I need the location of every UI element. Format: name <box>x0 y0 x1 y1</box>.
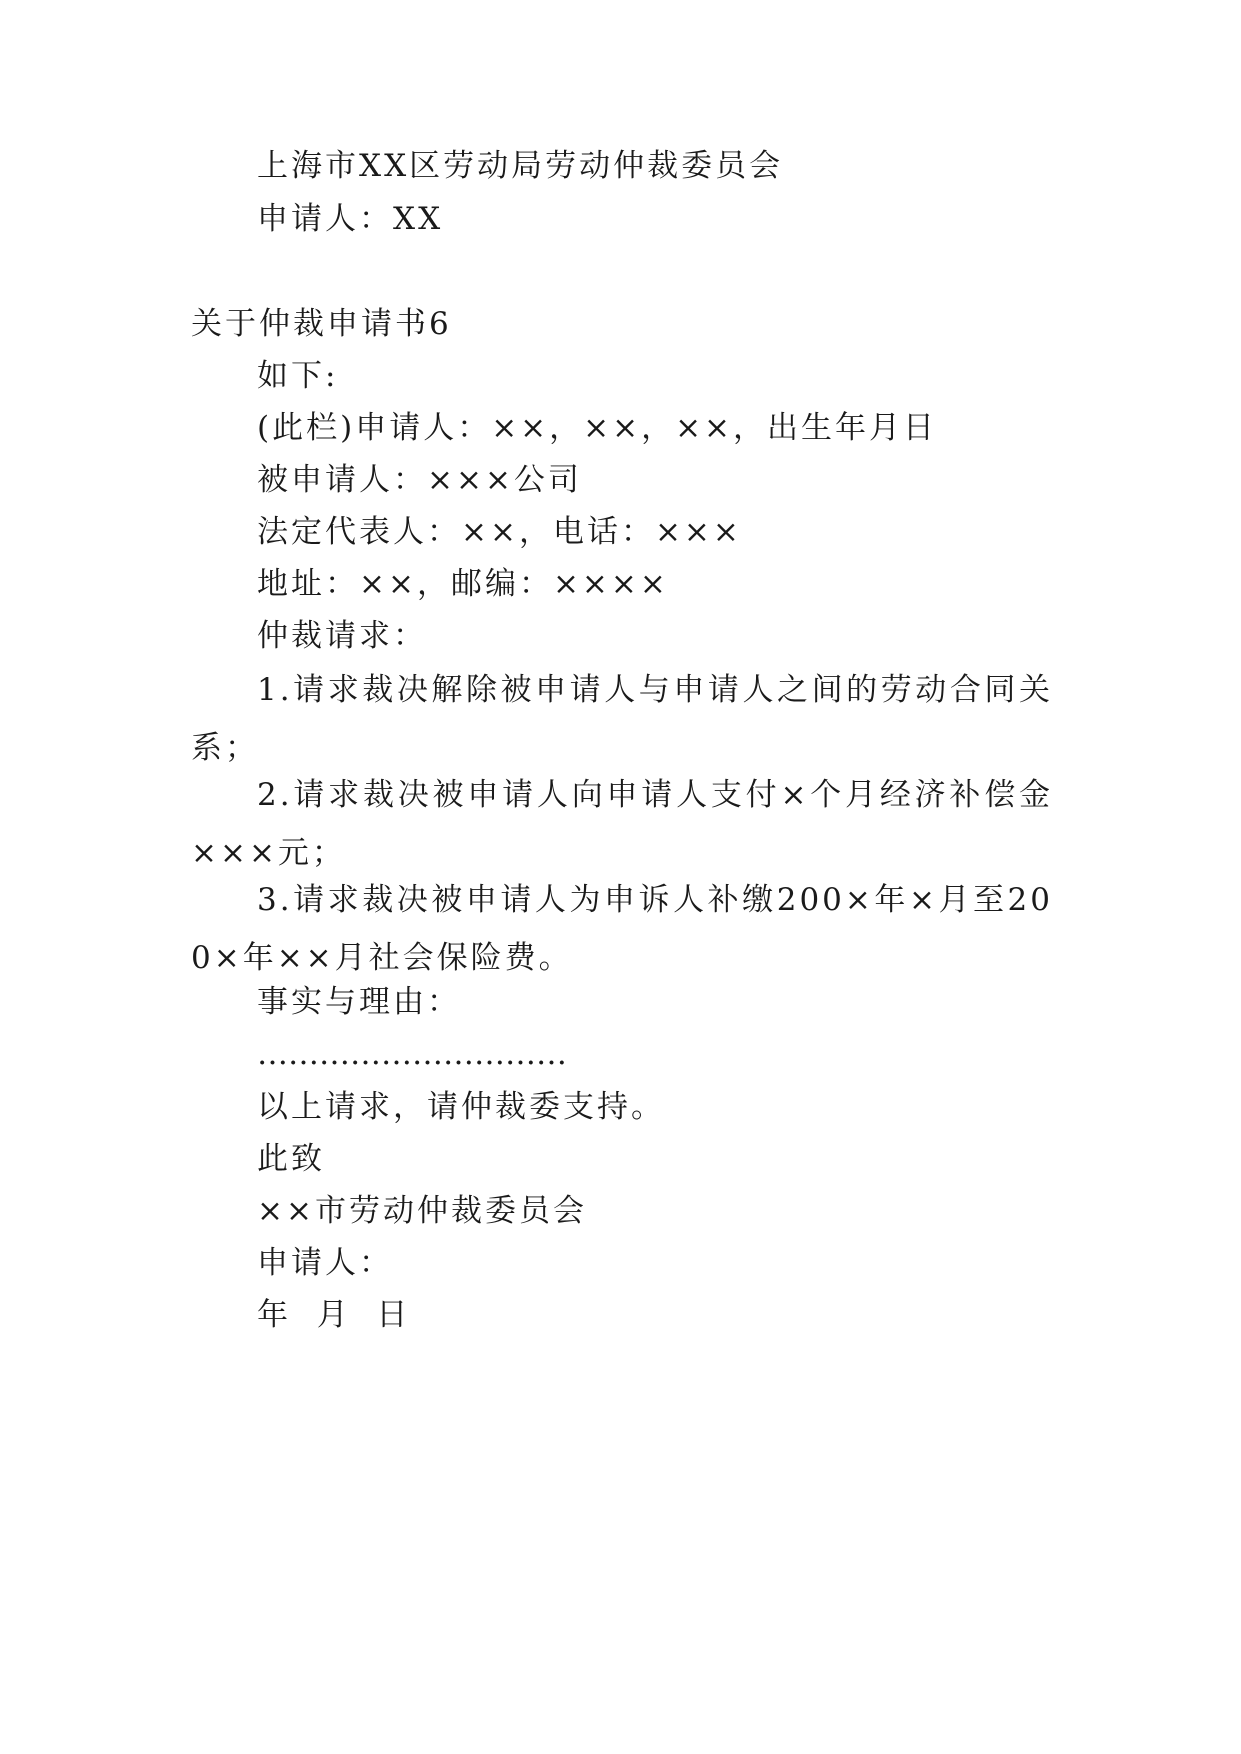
address-line: 地址：××，邮编：×××× <box>257 566 669 602</box>
header-committee-line: 上海市XX区劳动局劳动仲裁委员会 <box>257 148 784 184</box>
header-applicant-line: 申请人：XX <box>257 201 444 237</box>
legal-representative-line: 法定代表人：××，电话：××× <box>257 514 742 550</box>
facts-heading: 事实与理由： <box>257 984 461 1020</box>
salutation-line: 此致 <box>257 1141 325 1177</box>
closing-line: 以上请求，请仲裁委支持。 <box>257 1089 665 1125</box>
intro-line: 如下: <box>257 358 339 394</box>
claim-item-2: 2.请求裁决被申请人向申请人支付×个月经济补偿金×××元； <box>191 777 1053 871</box>
section-title: 关于仲裁申请书6 <box>191 306 452 342</box>
claims-heading: 仲裁请求： <box>257 618 427 654</box>
applicant-line: (此栏)申请人：××，××，××，出生年月日 <box>257 410 938 446</box>
claim-item-1: 1.请求裁决解除被申请人与申请人之间的劳动合同关系； <box>191 672 1053 766</box>
signature-label: 申请人： <box>257 1245 393 1281</box>
recipient-line: ××市劳动仲裁委员会 <box>257 1193 587 1229</box>
claim-item-3: 3.请求裁决被申请人为申诉人补缴200×年×月至200×年××月社会保险费。 <box>191 882 1053 976</box>
date-line: 年 月 日 <box>257 1297 411 1333</box>
respondent-line: 被申请人：×××公司 <box>257 462 582 498</box>
facts-ellipsis: ………………………… <box>257 1036 567 1072</box>
